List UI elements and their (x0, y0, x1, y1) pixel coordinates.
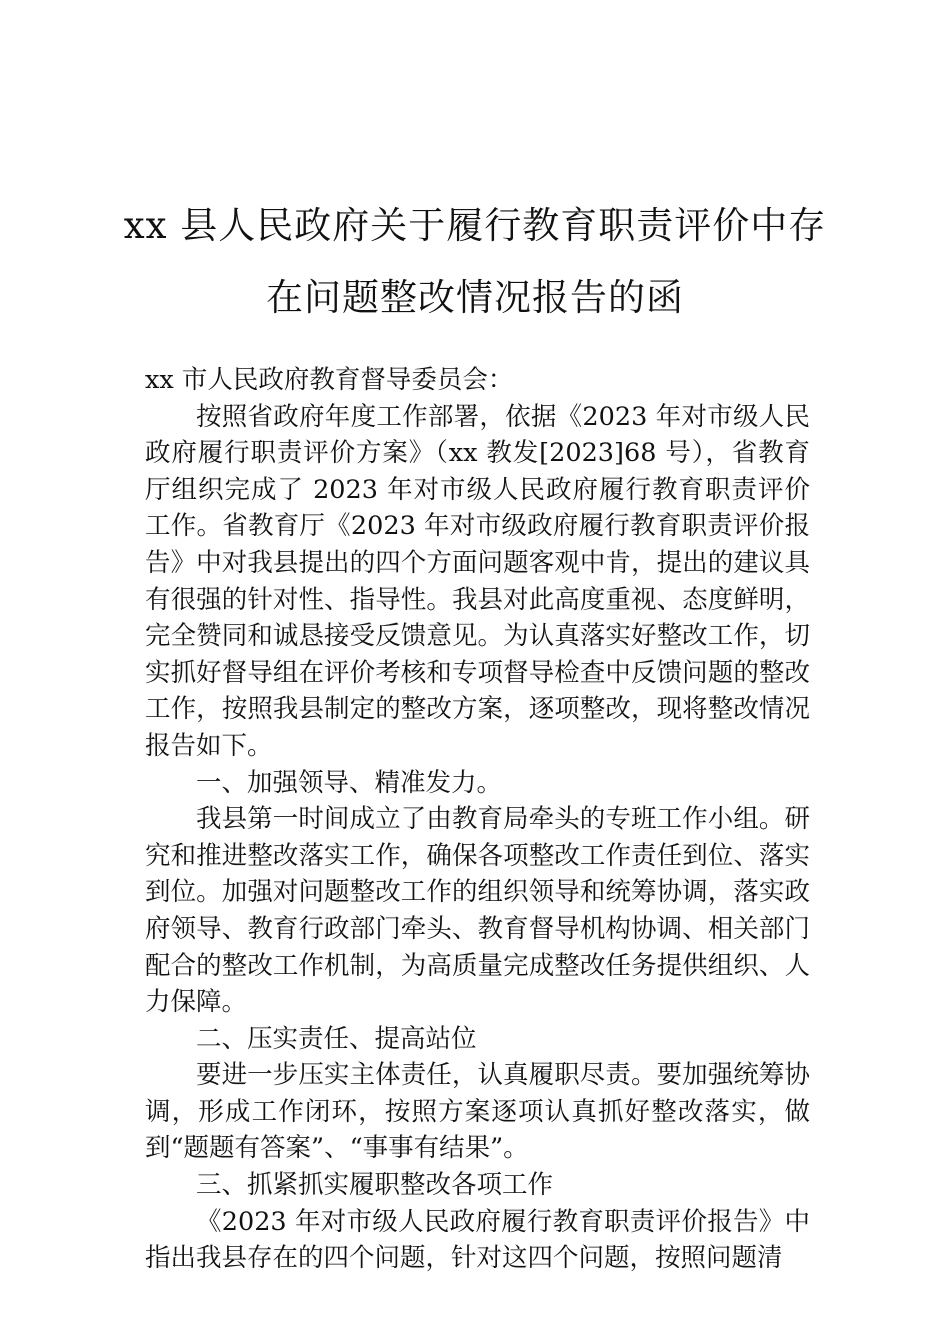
salutation: xx 市人民政府教育督导委员会： (145, 365, 514, 395)
section-heading-2: 二、压实责任、提高站位 (196, 1023, 477, 1054)
paragraph-section-2: 要进一步压实主体责任，认真履职尽责。要加强统筹协调，形成工作闭环，按照方案逐项认真抓好整改落实，做到“题题有答案”、“事事有结果”。 (145, 1060, 810, 1164)
paragraph-section-1: 我县第一时间成立了由教育局牵头的专班工作小组。研究和推进整改落实工作，确保各项整改工作责任到位、落实到位。加强对问题整改工作的组织领导和统筹协调，落实政府领导、教育行政部门牵头、教育督导机构协调、相关部门配合的整改工作机制，为高质量完成整改任务提供组织、人力保障。 (145, 804, 810, 1018)
section-heading-3: 三、抓紧抓实履职整改各项工作 (196, 1170, 554, 1201)
document-body (145, 362, 810, 1277)
paragraph-intro: 按照省政府年度工作部署，依据《2023 年对市级人民政府履行职责评价方案》（xx 教发[2023]68 号），省教育厅组织完成了 2023 年对市级人民政府履行教育职责评价工作。省教育厅《2023 年对市级政府履行教育职责评价报告》中对我县提出的四个方面问题客观中肯，提出的建议具有很强的针对性、指导性。我县对此高度重视、态度鲜明，完全赞同和诚恳接受反馈意见。为认真落实好整改工作，切实抓好督导组在评价考核和专项督导检查中反馈问题的整改工作，按照我县制定的整改方案，逐项整改，现将整改情况报告如下。 (145, 401, 810, 761)
paragraph-section-3: 《2023 年对市级人民政府履行教育职责评价报告》中指出我县存在的四个问题，针对这四个问题，按照问题清 (145, 1206, 810, 1274)
section-heading-1: 一、加强领导、精准发力。 (196, 767, 503, 798)
document-title: xx 县人民政府关于履行教育职责评价中存在问题整改情况报告的函 (123, 204, 827, 319)
